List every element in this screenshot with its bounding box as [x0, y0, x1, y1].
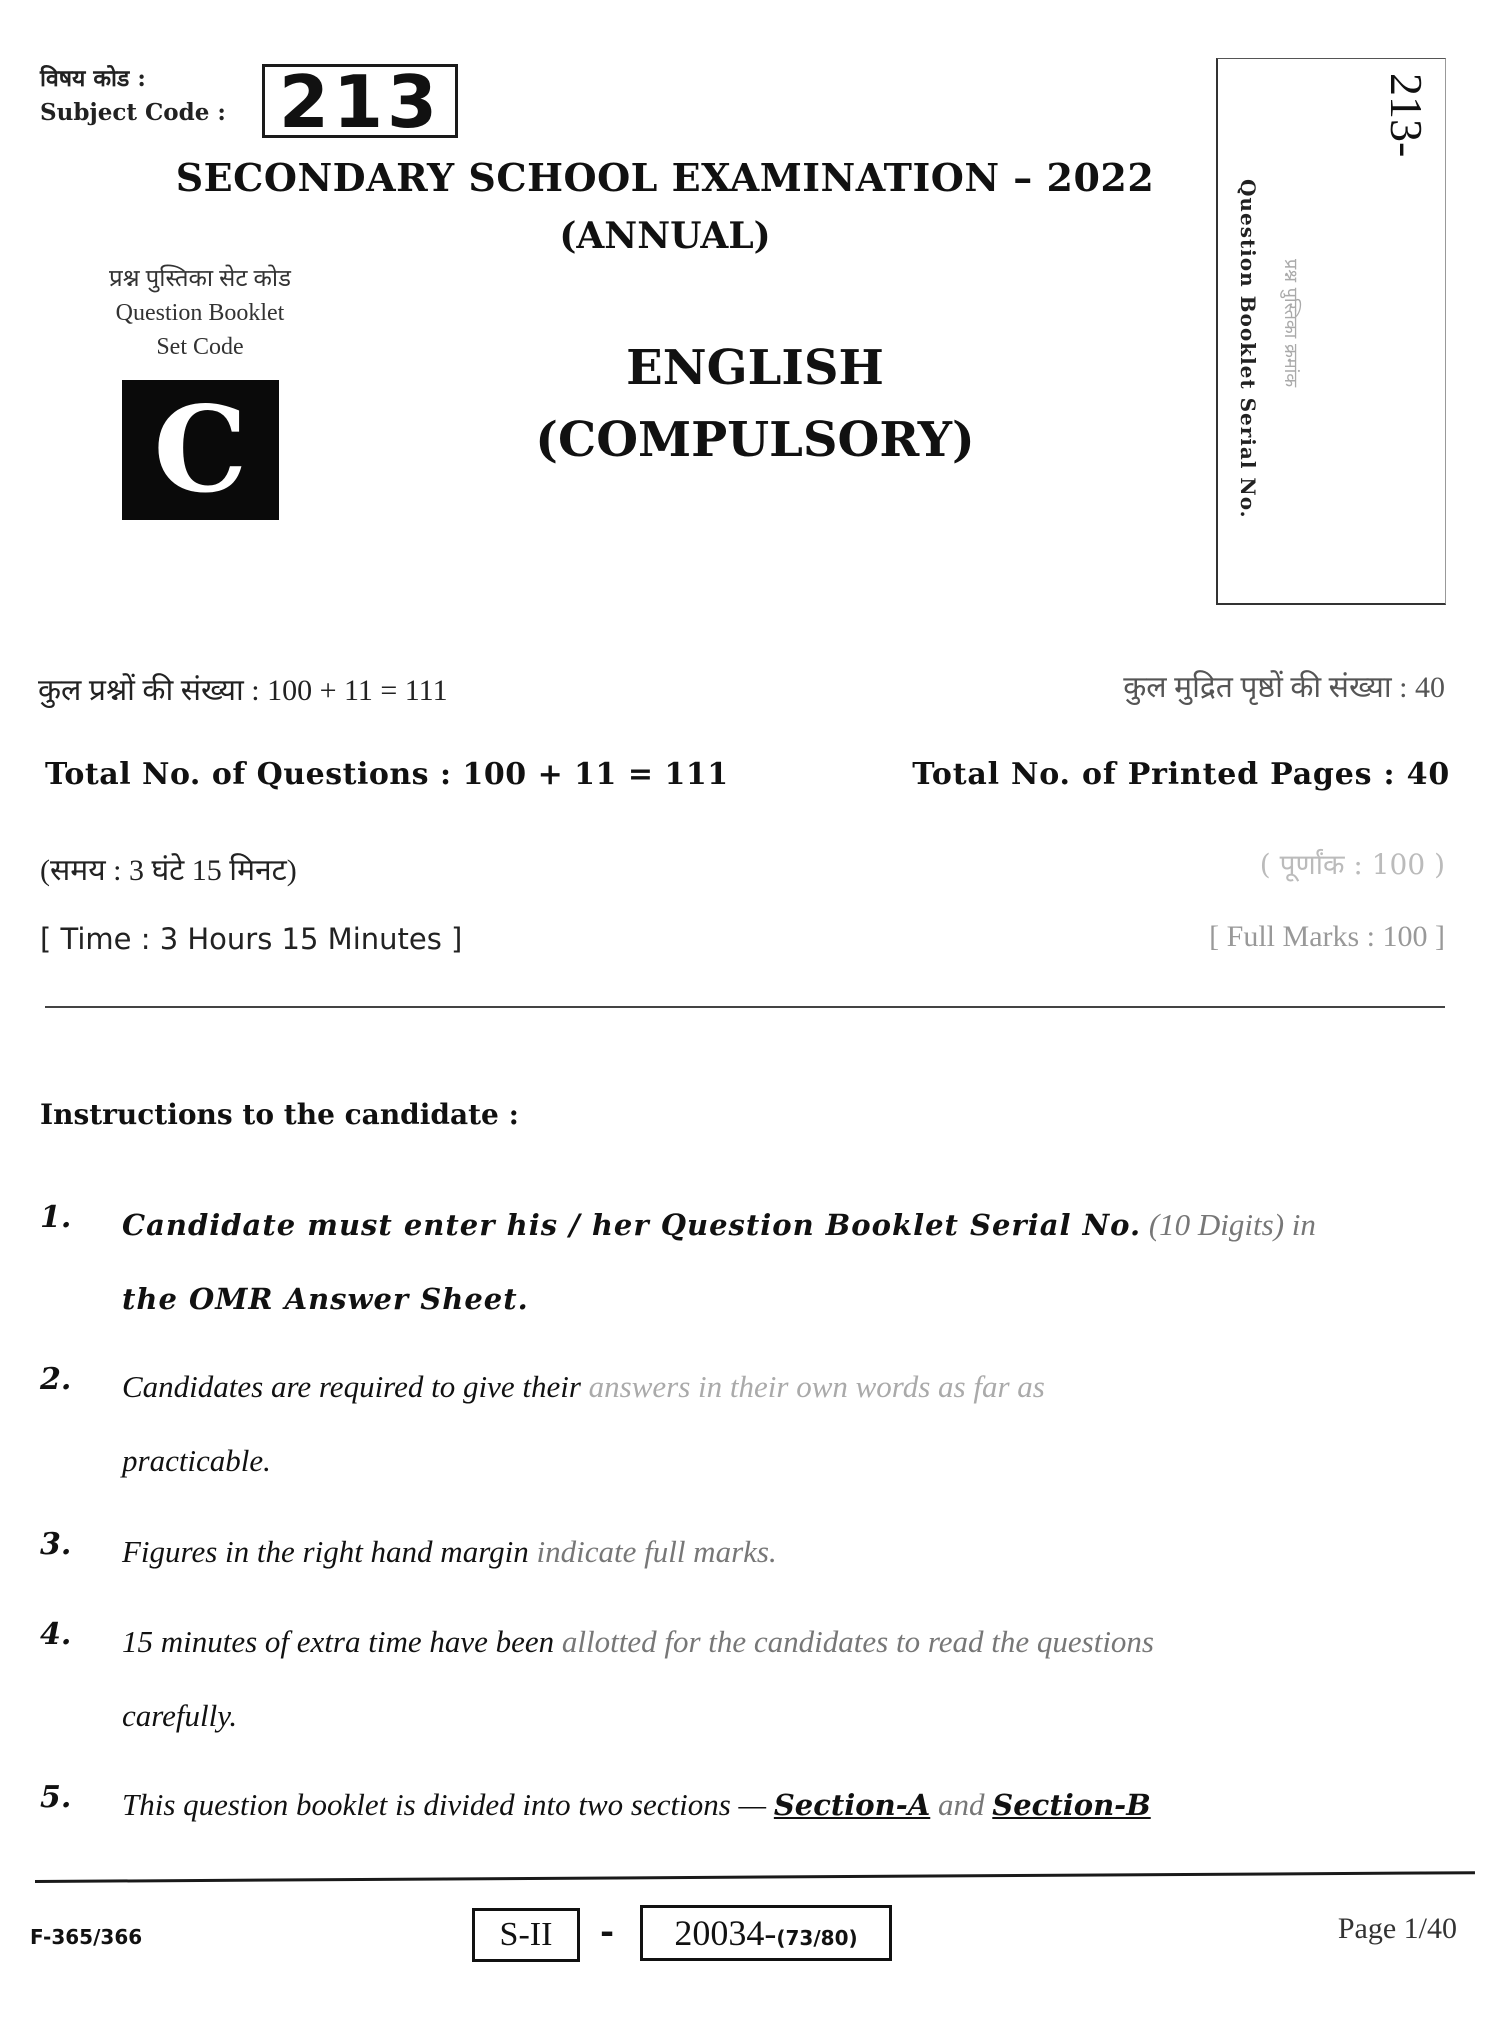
divider	[45, 1006, 1445, 1008]
questions-count: Total No. of Questions : 100 + 11 = 111	[45, 757, 729, 792]
series-separator: -	[600, 1912, 615, 1952]
instruction-text: the OMR Answer Sheet.	[122, 1282, 529, 1316]
subject-code-label-en: Subject Code :	[40, 99, 226, 126]
booklet-number-box	[640, 1905, 892, 1961]
booklet-number: 20034-	[674, 1913, 777, 1953]
instruction-text-faded: (10 Digits) in	[1141, 1207, 1316, 1242]
serial-label: Question Booklet Serial No.	[1236, 179, 1260, 519]
instruction-text: Figures in the right hand margin	[122, 1534, 529, 1569]
instruction-text-faded: allotted for the candidates to read the questions	[554, 1624, 1154, 1659]
instruction-text: Candidate must enter his / her Question Booklet Serial No.	[122, 1208, 1142, 1242]
booklet-number-sub: (73/80)	[776, 1926, 858, 1950]
instruction-text: carefully.	[122, 1698, 238, 1733]
set-code-label	[55, 262, 345, 364]
instruction-text-faded: answers in their own words as far as	[580, 1369, 1045, 1404]
series-box: S-II	[472, 1908, 580, 1962]
instruction-text: Candidates are required to give their	[122, 1369, 581, 1404]
pages-count-hi: कुल मुद्रित पृष्ठों की संख्या : 40	[1123, 671, 1445, 704]
footer-code: F-365/366	[30, 1925, 143, 1949]
set-code-label-hi: प्रश्न पुस्तिका सेट कोड	[109, 266, 291, 292]
page-number: Page 1/40	[1337, 1912, 1457, 1945]
section-b-label: Section-B	[992, 1788, 1151, 1822]
serial-number-box	[1216, 58, 1446, 605]
subject-code-label	[40, 62, 226, 130]
serial-code: 213-	[1381, 73, 1432, 158]
full-marks: [ Full Marks : 100 ]	[1209, 920, 1445, 953]
exam-title: SECONDARY SCHOOL EXAMINATION – 2022	[175, 155, 1155, 200]
subject-code-box: 213	[262, 64, 458, 138]
set-code-label-en-2: Set Code	[156, 334, 244, 360]
instruction-text-faded: indicate full marks.	[528, 1534, 777, 1569]
subject-name: ENGLISH	[626, 340, 884, 396]
instruction-text-faded: and	[930, 1787, 993, 1822]
instruction-number: 1.	[40, 1200, 72, 1235]
instruction-text: This question booklet is divided into two sections —	[122, 1787, 774, 1822]
instruction-number: 3.	[40, 1527, 72, 1562]
instruction-number: 2.	[40, 1362, 72, 1397]
set-code-badge: C	[122, 380, 279, 520]
questions-count-hi: कुल प्रश्नों की संख्या : 100 + 11 = 111	[38, 674, 448, 707]
footer-divider	[35, 1871, 1475, 1883]
exam-type: (ANNUAL)	[559, 215, 771, 257]
instruction-number: 4.	[40, 1617, 72, 1652]
full-marks-hi: ( पूर्णांक : 100 )	[1259, 848, 1445, 881]
instructions-heading: Instructions to the candidate :	[40, 1098, 519, 1131]
set-code-label-en-1: Question Booklet	[115, 300, 285, 326]
subject-code-label-hi: विषय कोड :	[40, 65, 146, 92]
instruction-text: practicable.	[122, 1443, 271, 1478]
instruction-number: 5.	[40, 1780, 72, 1815]
pages-count: Total No. of Printed Pages : 40	[912, 757, 1450, 792]
subject-type: (COMPULSORY)	[535, 412, 975, 468]
time: [ Time : 3 Hours 15 Minutes ]	[40, 922, 463, 956]
section-a-label: Section-A	[773, 1788, 931, 1822]
instruction-text: 15 minutes of extra time have been	[122, 1624, 555, 1659]
time-hi: (समय : 3 घंटे 15 मिनट)	[40, 854, 297, 887]
serial-label-hi: प्रश्न पुस्तिका क्रमांक	[1280, 259, 1301, 388]
